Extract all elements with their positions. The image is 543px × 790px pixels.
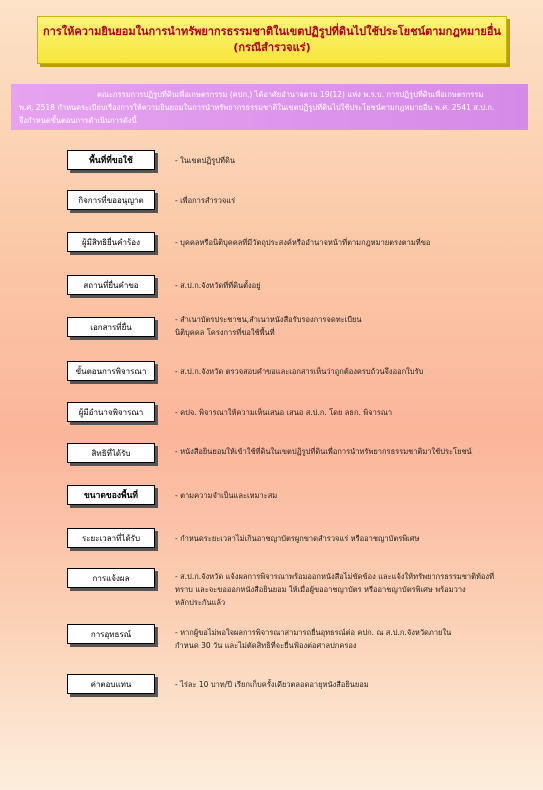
value-location <box>175 279 530 292</box>
value-notification <box>175 570 530 609</box>
page-subtitle: (กรณีสำรวจแร่) <box>233 41 311 54</box>
label-compensation: ค่าตอบแทน <box>67 674 155 694</box>
value-line: - บุคคลหรือนิติบุคคลที่มีวัตถุประสงค์หรืออำนาจหน้าที่ตามกฎหมายตรงตามที่ขอ <box>175 238 431 247</box>
title-banner <box>37 16 507 64</box>
value-line: กำหนด 30 วัน และไม่ตัดสิทธิที่จะยื่นฟ้องต่อศาลปกครอง <box>175 641 357 650</box>
value-line: ทราบ และจะขอออกหนังสือยินยอม ให้เมื่อผู้ขออาชญาบัตร หรืออาชญาบัตรพิเศษ พร้อมวาง <box>175 585 466 594</box>
value-line: หลักประกันแล้ว <box>175 598 226 607</box>
value-line: - กำหนดระยะเวลาไม่เกินอาชญาบัตรผูกขาดสำรวจแร่ หรืออาชญาบัตรพิเศษ <box>175 534 420 543</box>
intro-box <box>11 84 528 130</box>
intro-line-3: จึงกำหนดขั้นตอนการดำเนินการดังนี้ <box>19 116 137 125</box>
value-size <box>175 489 530 502</box>
value-authority <box>175 406 530 419</box>
label-notification: การแจ้งผล <box>67 568 155 588</box>
value-line: - ส.ป.ก.จังหวัด ตรวจสอบคำขอและเอกสารเห็นว่าถูกต้องครบถ้วนจึงออกใบรับ <box>175 367 424 376</box>
value-line: - เพื่อการสำรวจแร่ <box>175 196 236 205</box>
value-line: - หนังสือยินยอมให้เข้าใช้ที่ดินในเขตปฏิรูปที่ดินเพื่อการนำทรัพยากรธรรมชาติมาใช้ประโยชน์ <box>175 447 472 456</box>
value-rights <box>175 445 530 458</box>
value-appeal <box>175 626 530 652</box>
value-line: - หากผู้ขอไม่พอใจผลการพิจารณาสามารถยื่นอุทธรณ์ต่อ คปก. ณ ส.ป.ก.จังหวัดภายใน <box>175 628 452 637</box>
label-authority: ผู้มีอำนาจพิจารณา <box>67 402 155 422</box>
label-duration: ระยะเวลาที่ได้รับ <box>67 528 155 548</box>
value-applicant <box>175 236 530 249</box>
label-appeal: การอุทธรณ์ <box>67 624 155 644</box>
intro-line-1: คณะกรรมการปฏิรูปที่ดินเพื่อเกษตรกรรม (คปก.) ได้อาศัยอำนาจตาม 19(12) แห่ง พ.ร.บ. การปฏิรูปที่ดินเพื่อเกษตรกรรม <box>97 90 484 99</box>
value-line: - ส.ป.ก.จังหวัดที่ที่ดินตั้งอยู่ <box>175 281 261 290</box>
value-activity <box>175 194 530 207</box>
label-area: พื้นที่ที่ขอใช้ <box>67 150 155 170</box>
value-line: - คปจ. พิจารณาให้ความเห็นเสนอ เสนอ ส.ป.ก. โดย ลธก. พิจารณา <box>175 408 393 417</box>
value-area <box>175 154 530 167</box>
label-rights: สิทธิที่ได้รับ <box>67 443 155 463</box>
label-documents: เอกสารที่ยื่น <box>67 317 155 337</box>
value-compensation <box>175 678 530 691</box>
value-line: - ส.ป.ก.จังหวัด แจ้งผลการพิจารณาพร้อมออกหนังสือไม่ขัดข้อง และแจ้งให้ทรัพยากรธรรมชาติท้องที่ <box>175 572 495 581</box>
label-activity: กิจการที่ขออนุญาต <box>67 190 155 210</box>
label-location: สถานที่ยื่นคำขอ <box>67 275 155 295</box>
value-line: - ตามความจำเป็นและเหมาะสม <box>175 491 278 500</box>
value-line: - ไร่ละ 10 บาท/ปี เรียกเก็บครั้งเดียวตลอดอายุหนังสือยินยอม <box>175 680 369 689</box>
value-process <box>175 365 530 378</box>
value-line: - ในเขตปฏิรูปที่ดิน <box>175 156 235 165</box>
value-duration <box>175 532 530 545</box>
intro-line-2: พ.ศ. 2518 กำหนดระเบียบเรื่องการให้ความยินยอมในการนำทรัพยากรธรรมชาติในเขตปฏิรูปที่ดินไปใช้ประโยชน์ตามกฎหมายอื่น พ.ศ. 2541 ส.ป.ก. <box>19 103 495 112</box>
value-documents <box>175 313 530 339</box>
label-applicant: ผู้มีสิทธิยื่นคำร้อง <box>67 232 155 252</box>
label-process: ขั้นตอนการพิจารณา <box>67 361 155 381</box>
value-line: - สำเนาบัตรประชาชน,สำเนาหนังสือรับรองการจดทะเบียน <box>175 315 362 324</box>
label-size: ขนาดของพื้นที่ <box>67 485 155 505</box>
page-title: การให้ความยินยอมในการนำทรัพยากรธรรมชาติในเขตปฏิรูปที่ดินไปใช้ประโยชน์ตามกฎหมายอื่น <box>43 25 501 38</box>
value-line: นิติบุคคล โครงการที่ขอใช้พื้นที่ <box>175 328 275 337</box>
